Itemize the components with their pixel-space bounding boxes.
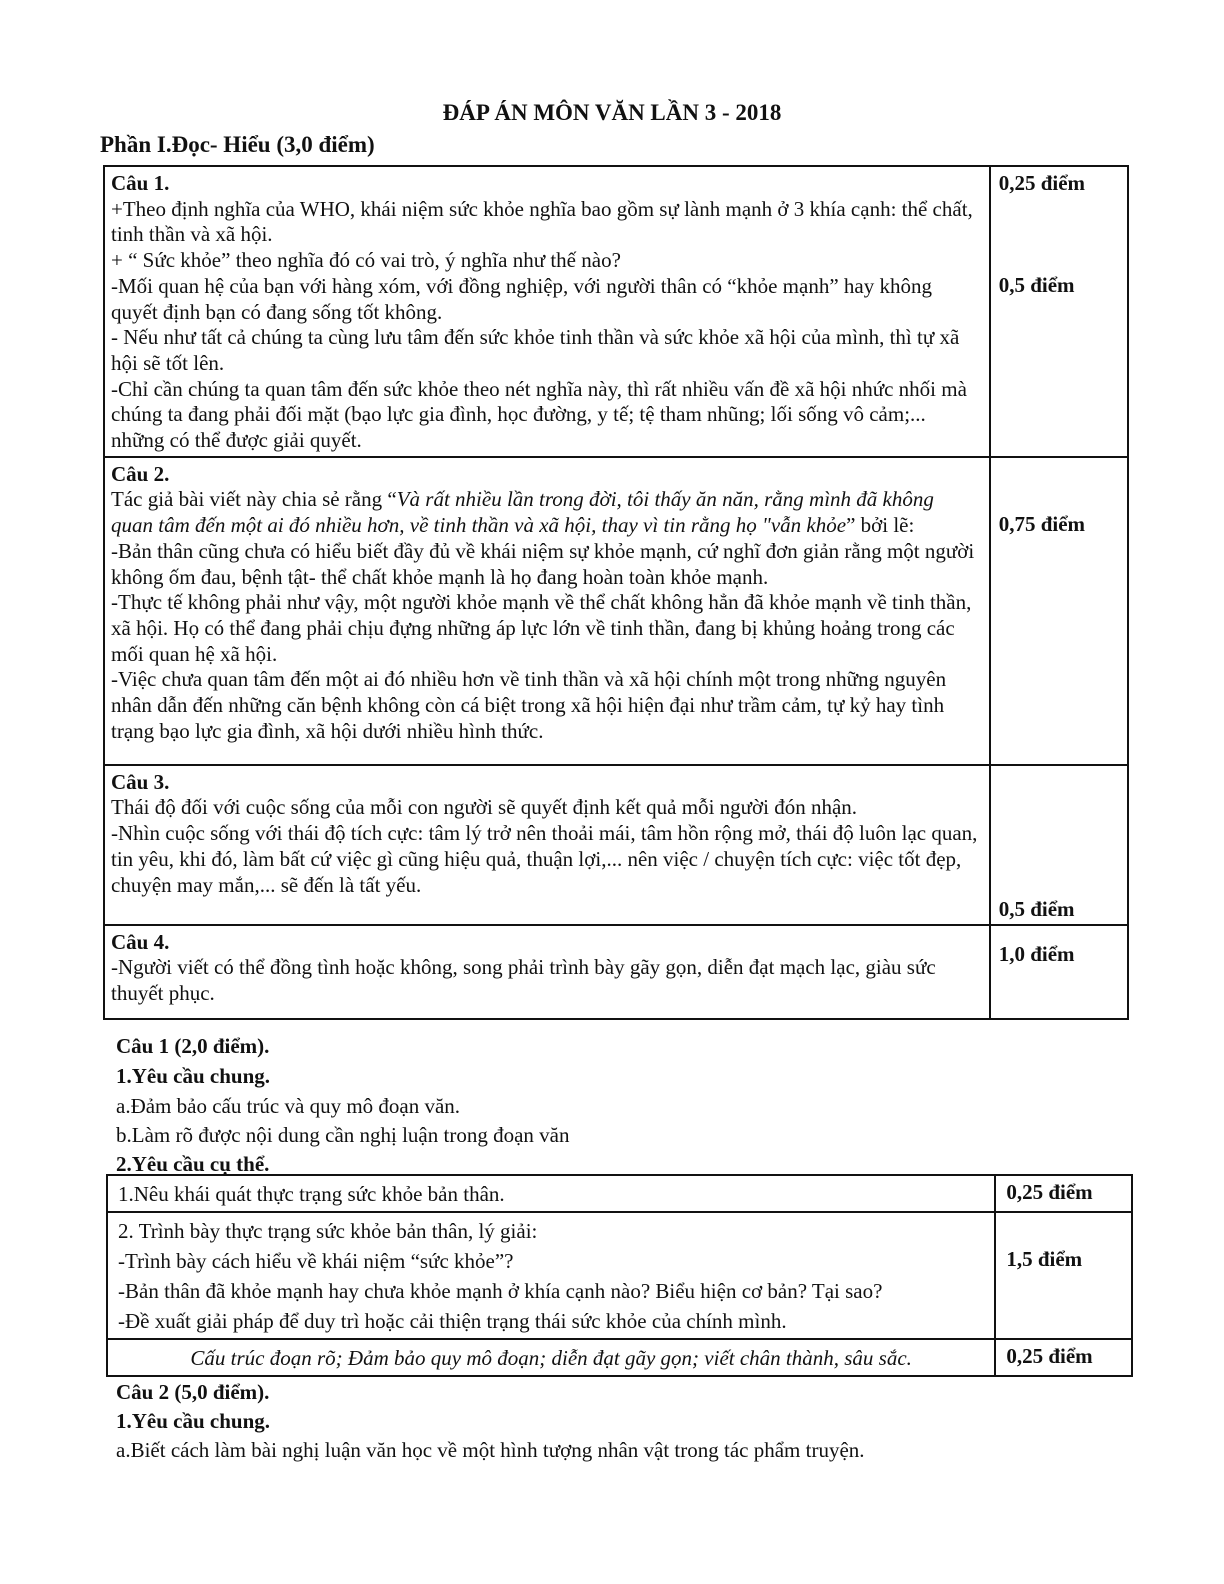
q1-content xyxy=(104,166,990,457)
table-row xyxy=(107,1212,1132,1339)
w1-row2-content xyxy=(107,1212,995,1339)
q4-text: -Người viết có thể đồng tình hoặc không, song phải trình bày gãy gọn, diễn đạt mạch lạc, giàu sức thuyết phục. xyxy=(111,955,936,1006)
q2-quote: Và rất nhiều lần trong đời, tôi thấy ăn năn, rằng mình đã không quan tâm đến một ai đó nhiều hơn, về tinh thần và xã hội, thay vì tin rằng họ "vẫn khỏe xyxy=(111,487,934,538)
w1-row3-text: Cấu trúc đoạn rõ; Đảm bảo quy mô đoạn; diễn đạt gãy gọn; viết chân thành, sâu sắc. xyxy=(190,1346,912,1370)
w1-row1-score: 0,25 điểm xyxy=(995,1175,1132,1212)
writing1-heading: Câu 1 (2,0 điểm). xyxy=(116,1034,270,1058)
q2-intro-a: Tác giả bài viết này chia sẻ rằng “ xyxy=(111,487,397,512)
q1-heading: Câu 1. xyxy=(111,171,170,195)
writing1-general-a: a.Đảm bảo cấu trúc và quy mô đoạn văn. xyxy=(116,1094,461,1118)
q3-score-cell xyxy=(990,765,1128,925)
writing2-general-a: a.Biết cách làm bài nghị luận văn học về một hình tượng nhân vật trong tác phẩm truyện. xyxy=(116,1438,865,1462)
w1-row2-line: -Đề xuất giải pháp để duy trì hoặc cải thiện trạng thái sức khỏe của chính mình. xyxy=(118,1309,787,1333)
q2-intro xyxy=(111,487,981,538)
q2-score: 0,75 điểm xyxy=(998,511,1086,536)
q2-score-cell xyxy=(990,457,1128,765)
table-row xyxy=(104,166,1128,457)
q1-score-2: 0,5 điểm xyxy=(998,273,1075,297)
table-row xyxy=(107,1175,1132,1212)
q1-text: +Theo định nghĩa của WHO, khái niệm sức khỏe nghĩa bao gồm sự lành mạnh ở 3 khía cạnh: thể chất, tinh thần và xã hội. xyxy=(111,196,973,247)
q4-score: 1,0 điểm xyxy=(998,941,1075,966)
table-row xyxy=(104,765,1128,925)
q4-content xyxy=(104,925,990,1019)
q1-text: - Nếu như tất cả chúng ta cùng lưu tâm đến sức khỏe tinh thần và sức khỏe xã hội của mình, thì tự xã hội sẽ tốt lên. xyxy=(111,325,960,375)
writing1-general-b: b.Làm rõ được nội dung cần nghị luận trong đoạn văn xyxy=(116,1123,570,1147)
w1-row2-score: 1,5 điểm xyxy=(995,1212,1132,1339)
document-title: ĐÁP ÁN MÔN VĂN LẦN 3 - 2018 xyxy=(442,100,782,125)
table-row xyxy=(107,1339,1132,1376)
q1-text: + “ Sức khỏe” theo nghĩa đó có vai trò, ý nghĩa như thế nào? xyxy=(111,248,621,273)
w1-row1-text: 1.Nêu khái quát thực trạng sức khỏe bản thân. xyxy=(118,1182,505,1206)
q2-text: -Việc chưa quan tâm đến một ai đó nhiều hơn về tinh thần và xã hội chính một trong những nguyên nhân dẫn đến những căn bệnh không còn cá biệt trong xã hội hiện đại như trầm cảm, tự kỷ hay tình trạng bạo lực gia đình, xã hội dưới nhiều hình thức. xyxy=(111,667,947,743)
q1-score-1: 0,25 điểm xyxy=(998,171,1086,195)
q1-text: -Chỉ cần chúng ta quan tâm đến sức khỏe theo nét nghĩa này, thì rất nhiều vấn đề xã hội nhức nhối mà chúng ta đang phải đối mặt (bạo lực gia đình, học đường, y tế; tệ tham nhũng; lối sống vô cảm;... những có thể được giải quyết. xyxy=(111,376,967,453)
part1-heading: Phần I.Đọc- Hiểu (3,0 điểm) xyxy=(100,132,375,157)
q1-score-cell xyxy=(990,166,1128,457)
w1-row2-line: 2. Trình bày thực trạng sức khỏe bản thân, lý giải: xyxy=(118,1219,538,1243)
writing2-general-heading: 1.Yêu cầu chung. xyxy=(116,1409,271,1433)
q2-content xyxy=(104,457,990,765)
writing1-general-heading: 1.Yêu cầu chung. xyxy=(116,1064,271,1088)
writing1-specific-heading: 2.Yêu cầu cụ thể. xyxy=(116,1152,270,1176)
w1-row1-content xyxy=(107,1175,995,1212)
q3-text: Thái độ đối với cuộc sống của mỗi con người sẽ quyết định kết quả mỗi người đón nhận. xyxy=(111,795,858,820)
q2-text: -Thực tế không phải như vậy, một người khỏe mạnh về thể chất không hẳn đã khỏe mạnh về tinh thần, xã hội. Họ có thể đang phải chịu đựng những áp lực lớn về tinh thần, đang bị khủng hoảng trong các mối quan hệ xã hội. xyxy=(111,590,972,666)
q3-text: -Nhìn cuộc sống với thái độ tích cực: tâm lý trở nên thoải mái, tâm hồn rộng mở, thái độ luôn lạc quan, tin yêu, khi đó, làm bất cứ việc gì cũng hiệu quả, thuận lợi,... nên việc / chuyện tích cực: việc tốt đẹp, chuyện may mắn,... sẽ đến là tất yếu. xyxy=(111,821,978,897)
q3-heading: Câu 3. xyxy=(111,769,170,794)
w1-row3-content xyxy=(107,1339,995,1376)
q3-content xyxy=(104,765,990,925)
q2-intro-b: ” bởi lẽ: xyxy=(846,513,915,538)
table-row xyxy=(104,925,1128,1019)
writing1-score-table xyxy=(106,1174,1133,1377)
reading-answer-table xyxy=(103,165,1129,1020)
table-row xyxy=(104,457,1128,765)
w1-row2-line: -Bản thân đã khỏe mạnh hay chưa khỏe mạnh ở khía cạnh nào? Biểu hiện cơ bản? Tại sao? xyxy=(118,1279,883,1303)
w1-row2-line: -Trình bày cách hiểu về khái niệm “sức khỏe”? xyxy=(118,1249,514,1273)
q1-text: -Mối quan hệ của bạn với hàng xóm, với đồng nghiệp, với người thân có “khỏe mạnh” hay không quyết định bạn có đang sống tốt không. xyxy=(111,273,932,324)
q3-score: 0,5 điểm xyxy=(998,896,1075,921)
q4-score-cell xyxy=(990,925,1128,1019)
writing2-heading: Câu 2 (5,0 điểm). xyxy=(116,1380,270,1404)
q2-heading: Câu 2. xyxy=(111,461,170,486)
w1-row3-score: 0,25 điểm xyxy=(995,1339,1132,1376)
q2-text: -Bản thân cũng chưa có hiểu biết đầy đủ về khái niệm sự khỏe mạnh, cứ nghĩ đơn giản rằng một người không ốm đau, bệnh tật- thể chất khỏe mạnh là họ đang hoàn toàn khỏe mạnh. xyxy=(111,538,975,589)
q4-heading: Câu 4. xyxy=(111,929,170,954)
